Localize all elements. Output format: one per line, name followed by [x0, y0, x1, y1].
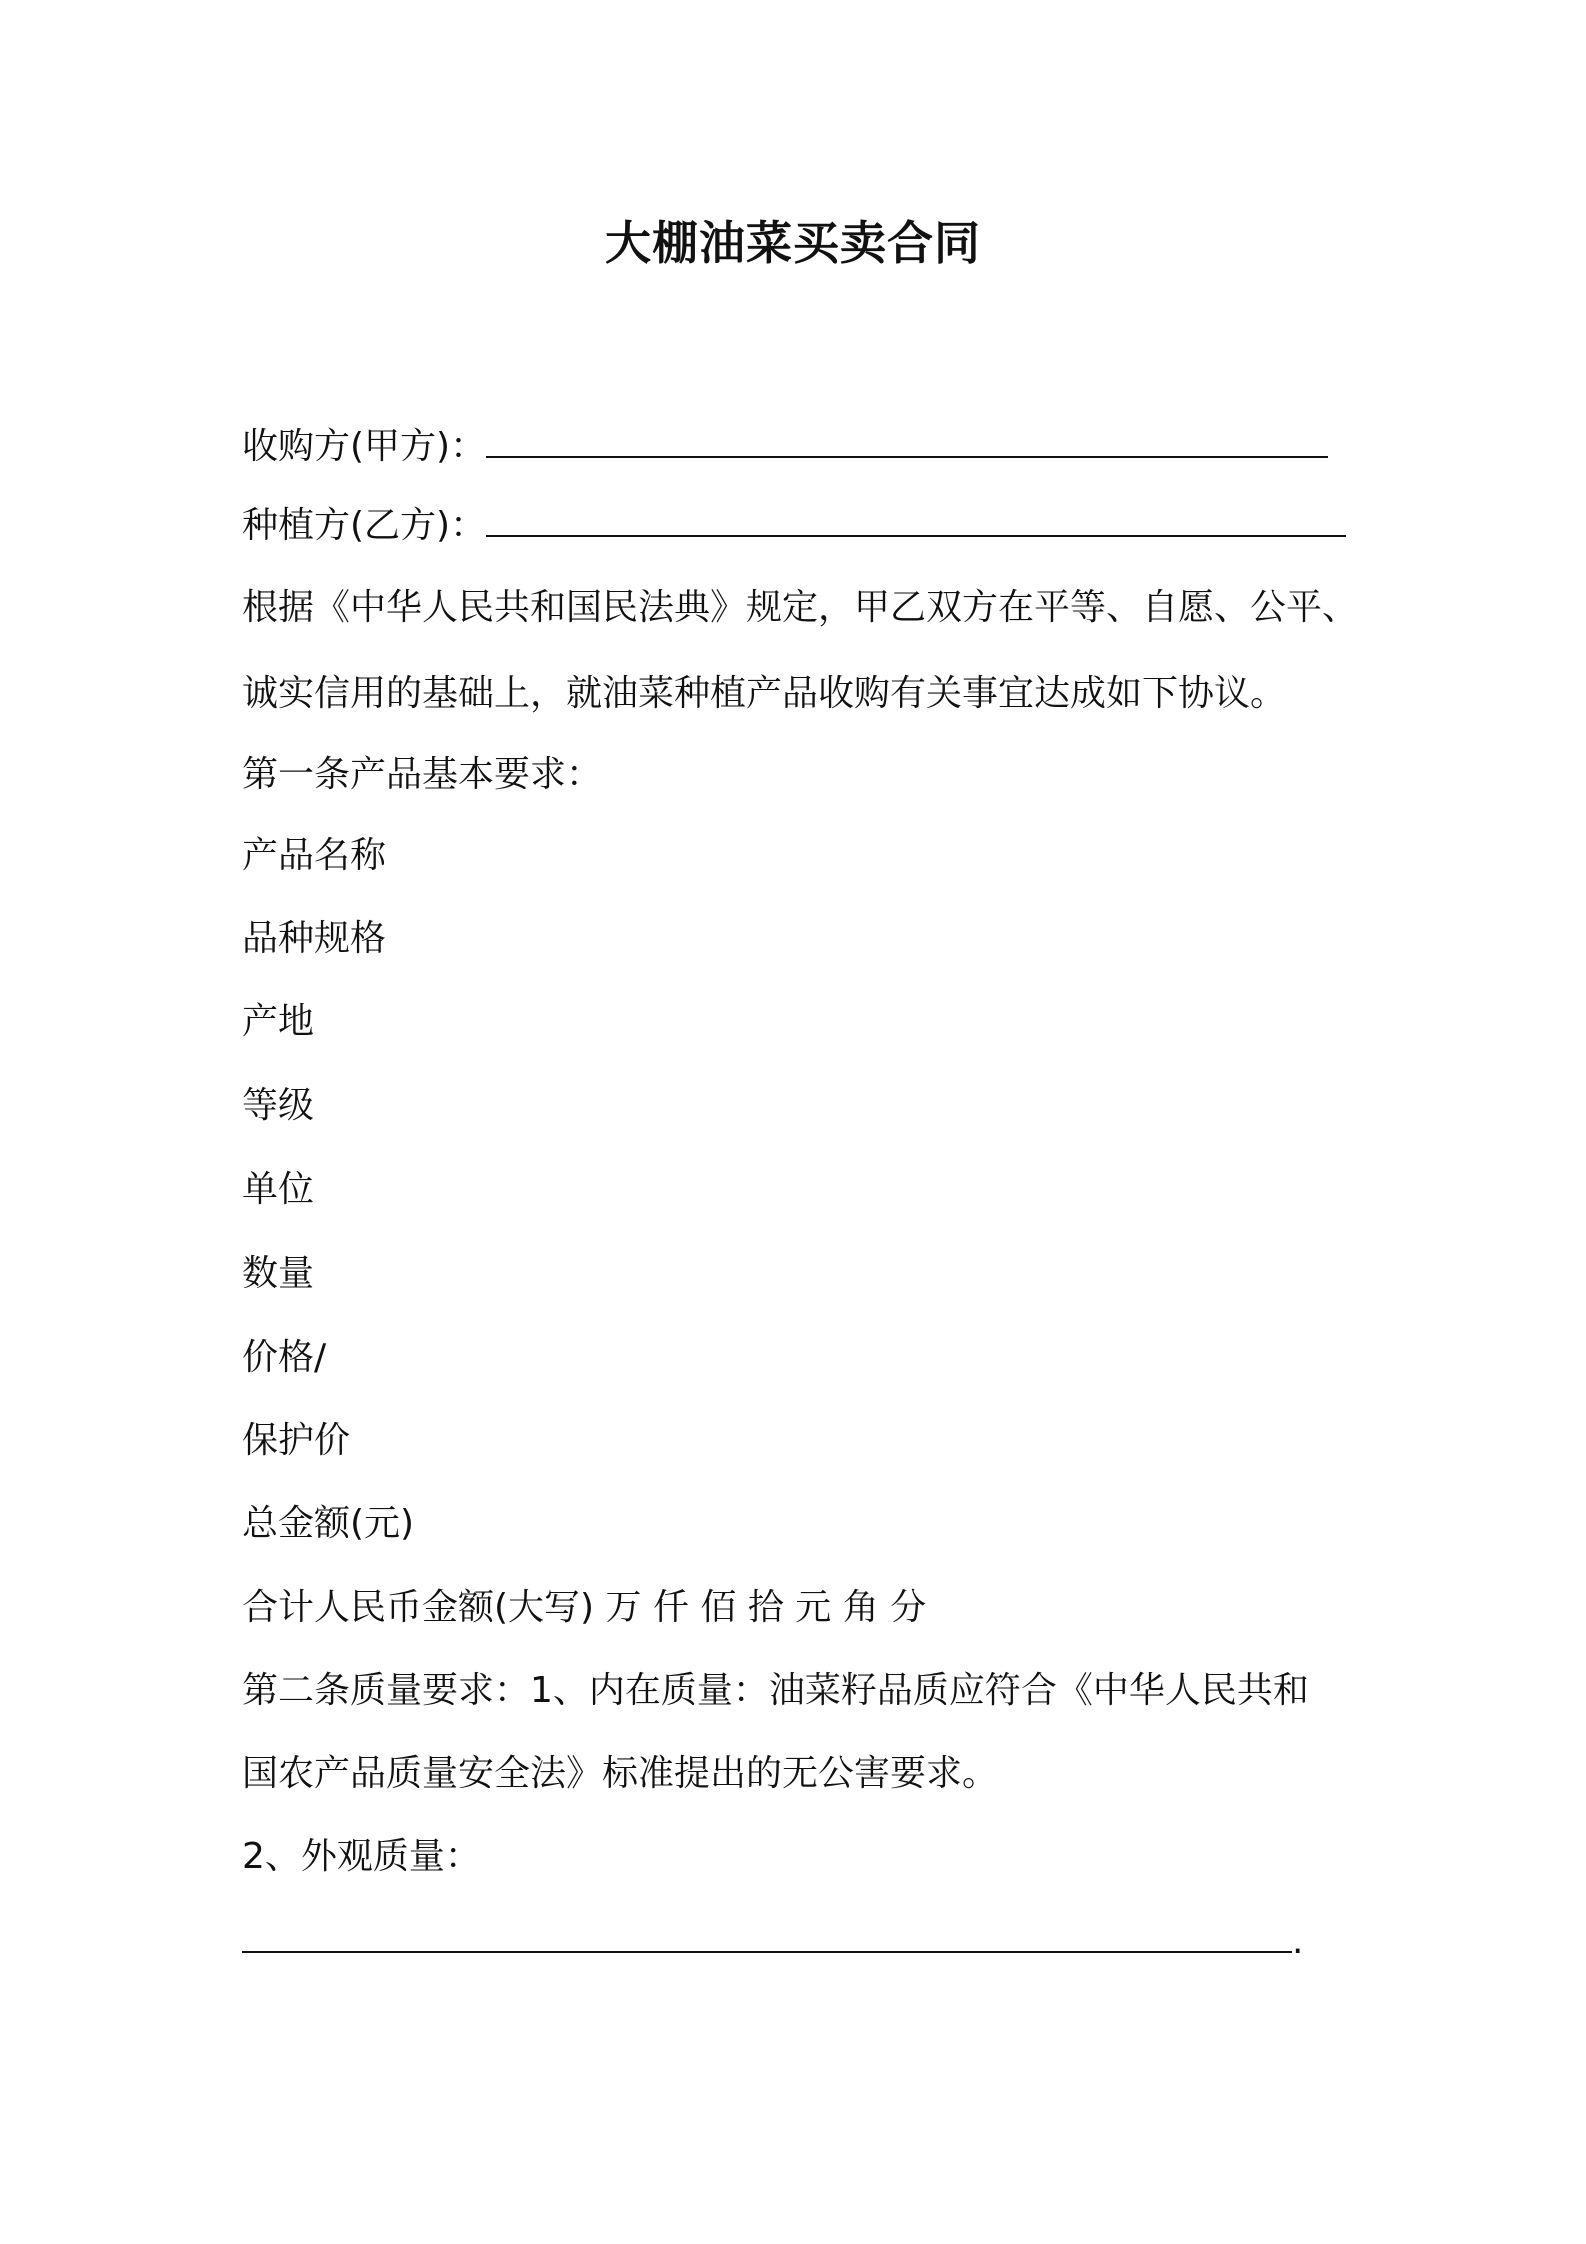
- trailing-dot: .: [1292, 1921, 1304, 1962]
- appearance-quality-blank[interactable]: [242, 1921, 1292, 1953]
- field-quantity: 数量: [242, 1253, 315, 1294]
- article1-heading: 第一条产品基本要求：: [242, 754, 603, 795]
- buyer-blank[interactable]: [486, 426, 1328, 458]
- appearance-quality-line: [242, 1918, 1303, 1966]
- field-total-rmb-uppercase: 合计人民币金额(大写) 万 仟 佰 拾 元 角 分: [242, 1587, 927, 1628]
- field-variety-spec: 品种规格: [242, 918, 387, 959]
- field-unit: 单位: [242, 1169, 315, 1210]
- buyer-line: [242, 423, 1328, 471]
- grower-label: 种植方(乙方)：: [242, 505, 487, 546]
- field-grade: 等级: [242, 1085, 315, 1126]
- document-title: 大棚油菜买卖合同: [605, 216, 981, 270]
- article2-line-1: 第二条质量要求：1、内在质量：油菜籽品质应符合《中华人民共和: [242, 1670, 1309, 1711]
- intro-paragraph-line-2: 诚实信用的基础上，就油菜种植产品收购有关事宜达成如下协议。: [242, 673, 1287, 714]
- grower-blank[interactable]: [486, 505, 1346, 537]
- article2-line-3: 2、外观质量：: [242, 1836, 481, 1877]
- field-protective-price: 保护价: [242, 1420, 351, 1461]
- article2-line-2: 国农产品质量安全法》标准提出的无公害要求。: [242, 1753, 999, 1794]
- buyer-label: 收购方(甲方)：: [242, 426, 487, 467]
- intro-paragraph-line-1: 根据《中华人民共和国民法典》规定，甲乙双方在平等、自愿、公平、: [242, 587, 1359, 628]
- field-price: 价格/: [242, 1337, 327, 1378]
- field-origin: 产地: [242, 1001, 315, 1042]
- field-total-amount: 总金额(元): [242, 1503, 415, 1544]
- grower-line: [242, 502, 1346, 550]
- field-product-name: 产品名称: [242, 835, 387, 876]
